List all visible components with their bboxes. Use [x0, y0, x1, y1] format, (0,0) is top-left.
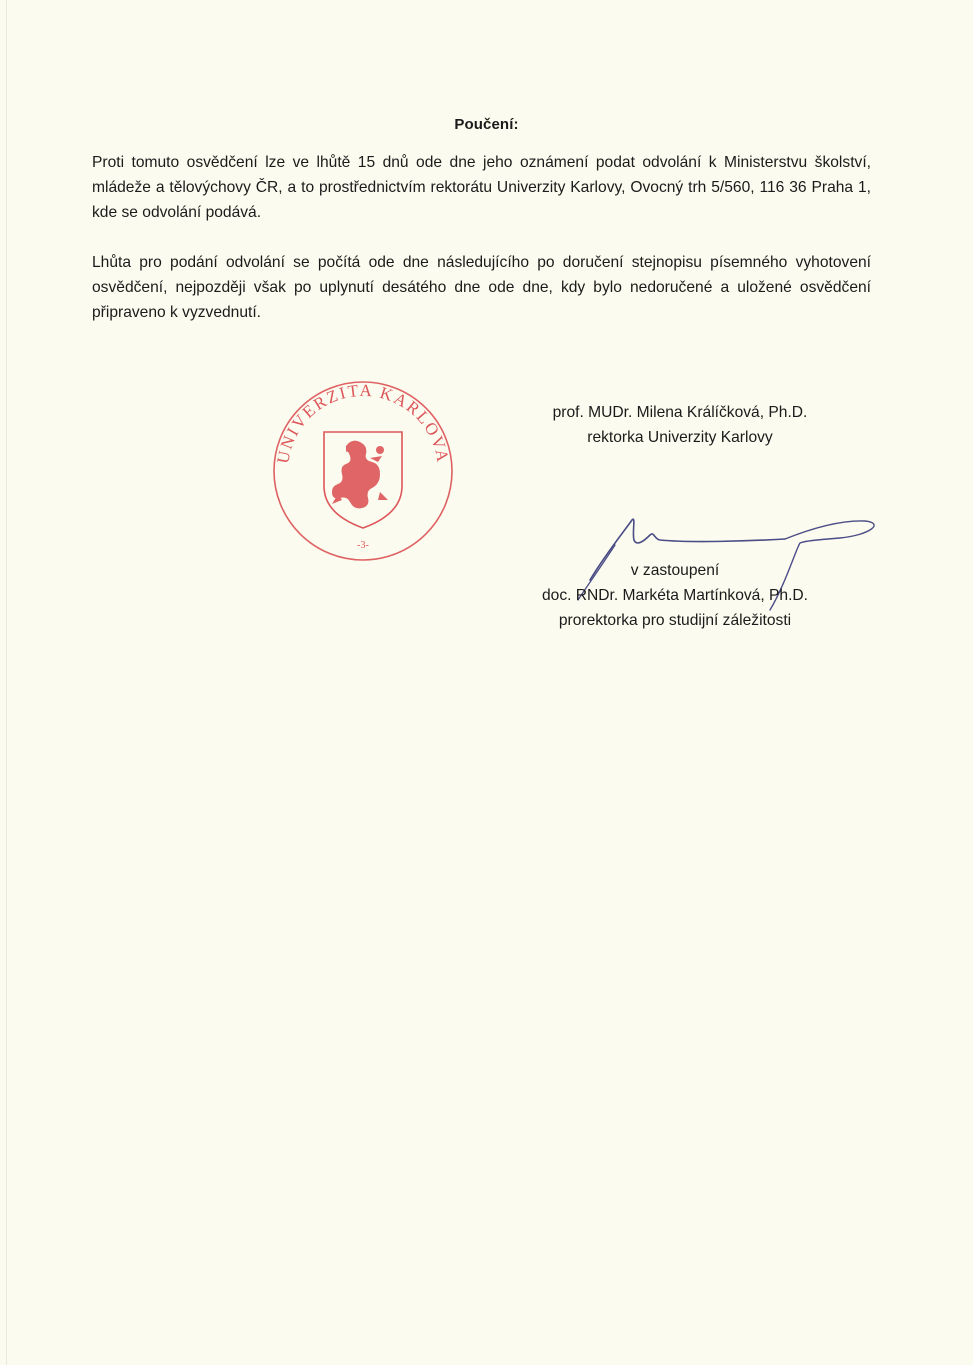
seal-number: -3- [357, 540, 369, 551]
signatory-primary-name: prof. MUDr. Milena Králíčková, Ph.D. [552, 404, 808, 421]
svg-text:UNIVERZITA KARLOVA: UNIVERZITA KARLOVA [273, 380, 453, 466]
page-title: Poučení: [454, 116, 519, 133]
signatory-primary [520, 400, 840, 450]
paragraph-deadline: Lhůta pro podání odvolání se počítá ode dne následujícího po doručení stejnopisu písemného vyhotovení osvědčení, nejpozději však po uplynutí desátého dne ode dne, kdy bylo nedoručené a uložené osvědčení připraveno k vyzvednutí. [92, 254, 871, 321]
signatory-deputy-name: doc. RNDr. Markéta Martínková, Ph.D. [541, 587, 809, 604]
university-seal-icon [268, 376, 458, 566]
signatory-deputy [515, 558, 835, 633]
paragraph-appeal: Proti tomuto osvědčení lze ve lhůtě 15 dnů ode dne jeho oznámení podat odvolání k Ministerstvu školství, mládeže a tělovýchovy ČR, a to prostřednictvím rektorátu Univerzity Karlovy, Ovocný trh 5/560, 116 36 Praha 1, kde se odvolání podává. [92, 154, 871, 221]
signatory-deputy-title: prorektorka pro studijní záležitosti [558, 612, 792, 629]
signatory-primary-title: rektorka Univerzity Karlovy [587, 429, 773, 446]
page-edge [6, 0, 7, 1365]
representation-label: v zastoupení [630, 562, 720, 579]
